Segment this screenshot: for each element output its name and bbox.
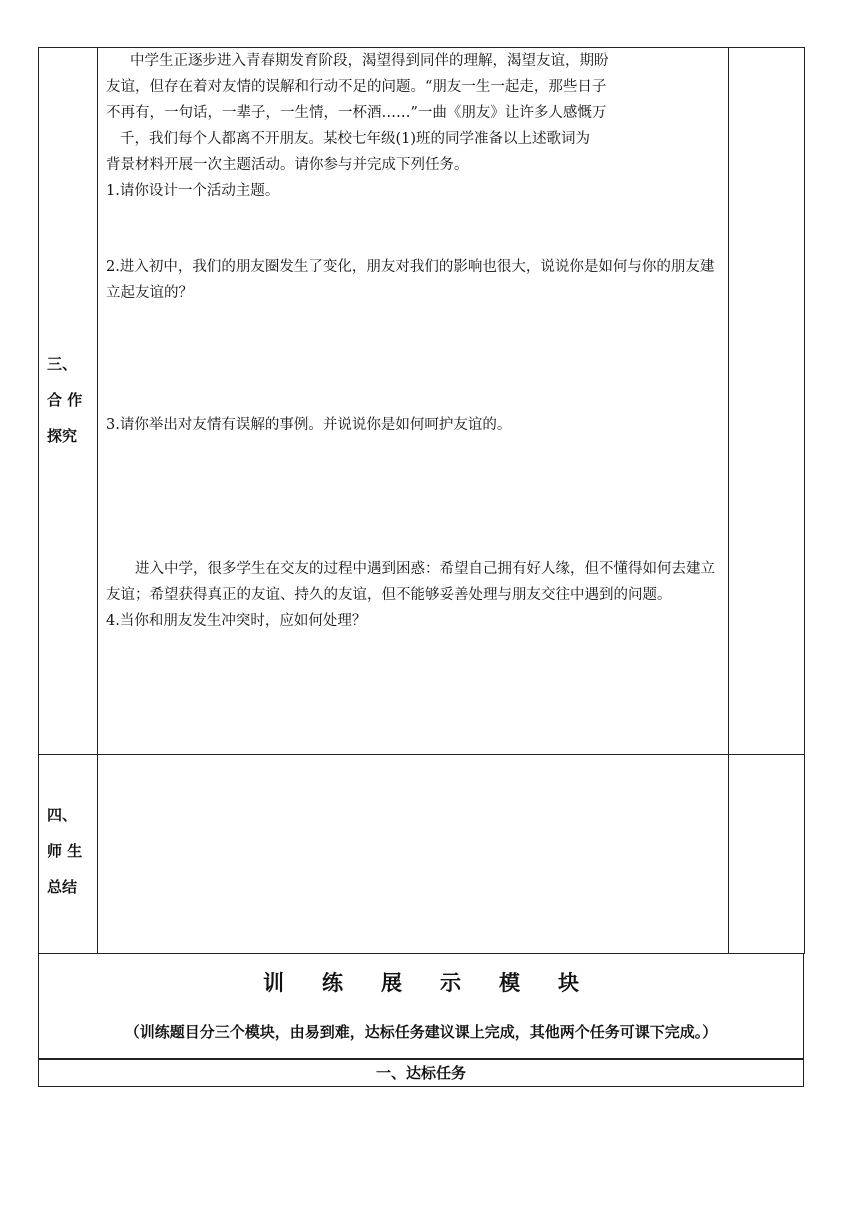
section-label-cell <box>39 755 98 954</box>
notes-cell <box>729 755 805 954</box>
section-summary-row <box>39 755 805 954</box>
subsection-heading: 一、达标任务 <box>38 1059 804 1087</box>
question-1: 1.请你设计一个活动主题。 <box>106 183 280 199</box>
question-4: 4.当你和朋友发生冲突时，应如何处理？ <box>106 613 367 629</box>
intro-line: 背景材料开展一次主题活动。请你参与并完成下列任务。 <box>106 157 469 173</box>
label-line: 总结 <box>47 878 78 896</box>
intro-line: 千，我们每个人都离不开朋友。某校七年级(1)班的同学准备以上述歌词为 <box>120 131 591 147</box>
summary-answer-area[interactable] <box>98 755 729 954</box>
question-2: 2.进入初中，我们的朋友圈发生了变化，朋友对我们的影响也很大，说说你是如何与你的朋友建立起友谊的？ <box>106 259 715 301</box>
notes-cell <box>729 48 805 755</box>
label-line: 探究 <box>47 427 78 445</box>
inquiry-content <box>98 48 728 634</box>
training-module-banner <box>38 954 804 1059</box>
label-line: 合 作 <box>47 391 83 409</box>
label-line: 三、 <box>47 355 78 373</box>
section-label-cell <box>39 48 98 755</box>
context-paragraph: 进入中学，很多学生在交友的过程中遇到困惑：希望自己拥有好人缘，但不懂得如何去建立友谊；希望获得真正的友谊、持久的友谊，但不能够妥善处理与朋友交往中遇到的问题。 <box>106 561 715 603</box>
module-note: （训练题目分三个模块，由易到难，达标任务建议课上完成，其他两个任务可课下完成。） <box>124 1023 718 1041</box>
intro-line: 友谊，但存在着对友情的误解和行动不足的问题。“朋友一生一起走，那些日子 <box>106 79 607 95</box>
intro-line: 不再有，一句话，一辈子，一生情，一杯酒……”一曲《朋友》让许多人感慨万 <box>106 105 607 121</box>
intro-line: 中学生正逐步进入青春期发育阶段，渴望得到同伴的理解，渴望友谊，期盼 <box>130 53 609 69</box>
section-label-summary <box>39 755 97 905</box>
section-label-cooperative-inquiry <box>39 48 97 454</box>
label-line: 四、 <box>47 806 78 824</box>
module-title: 训练展示模块 <box>263 971 617 995</box>
section-cooperative-inquiry-row <box>39 48 805 755</box>
section-content-cell <box>98 48 729 755</box>
lesson-table <box>38 47 805 954</box>
worksheet <box>38 47 804 1087</box>
label-line: 师 生 <box>47 842 83 860</box>
question-3: 3.请你举出对友情有误解的事例。并说说你是如何呵护友谊的。 <box>106 417 512 433</box>
